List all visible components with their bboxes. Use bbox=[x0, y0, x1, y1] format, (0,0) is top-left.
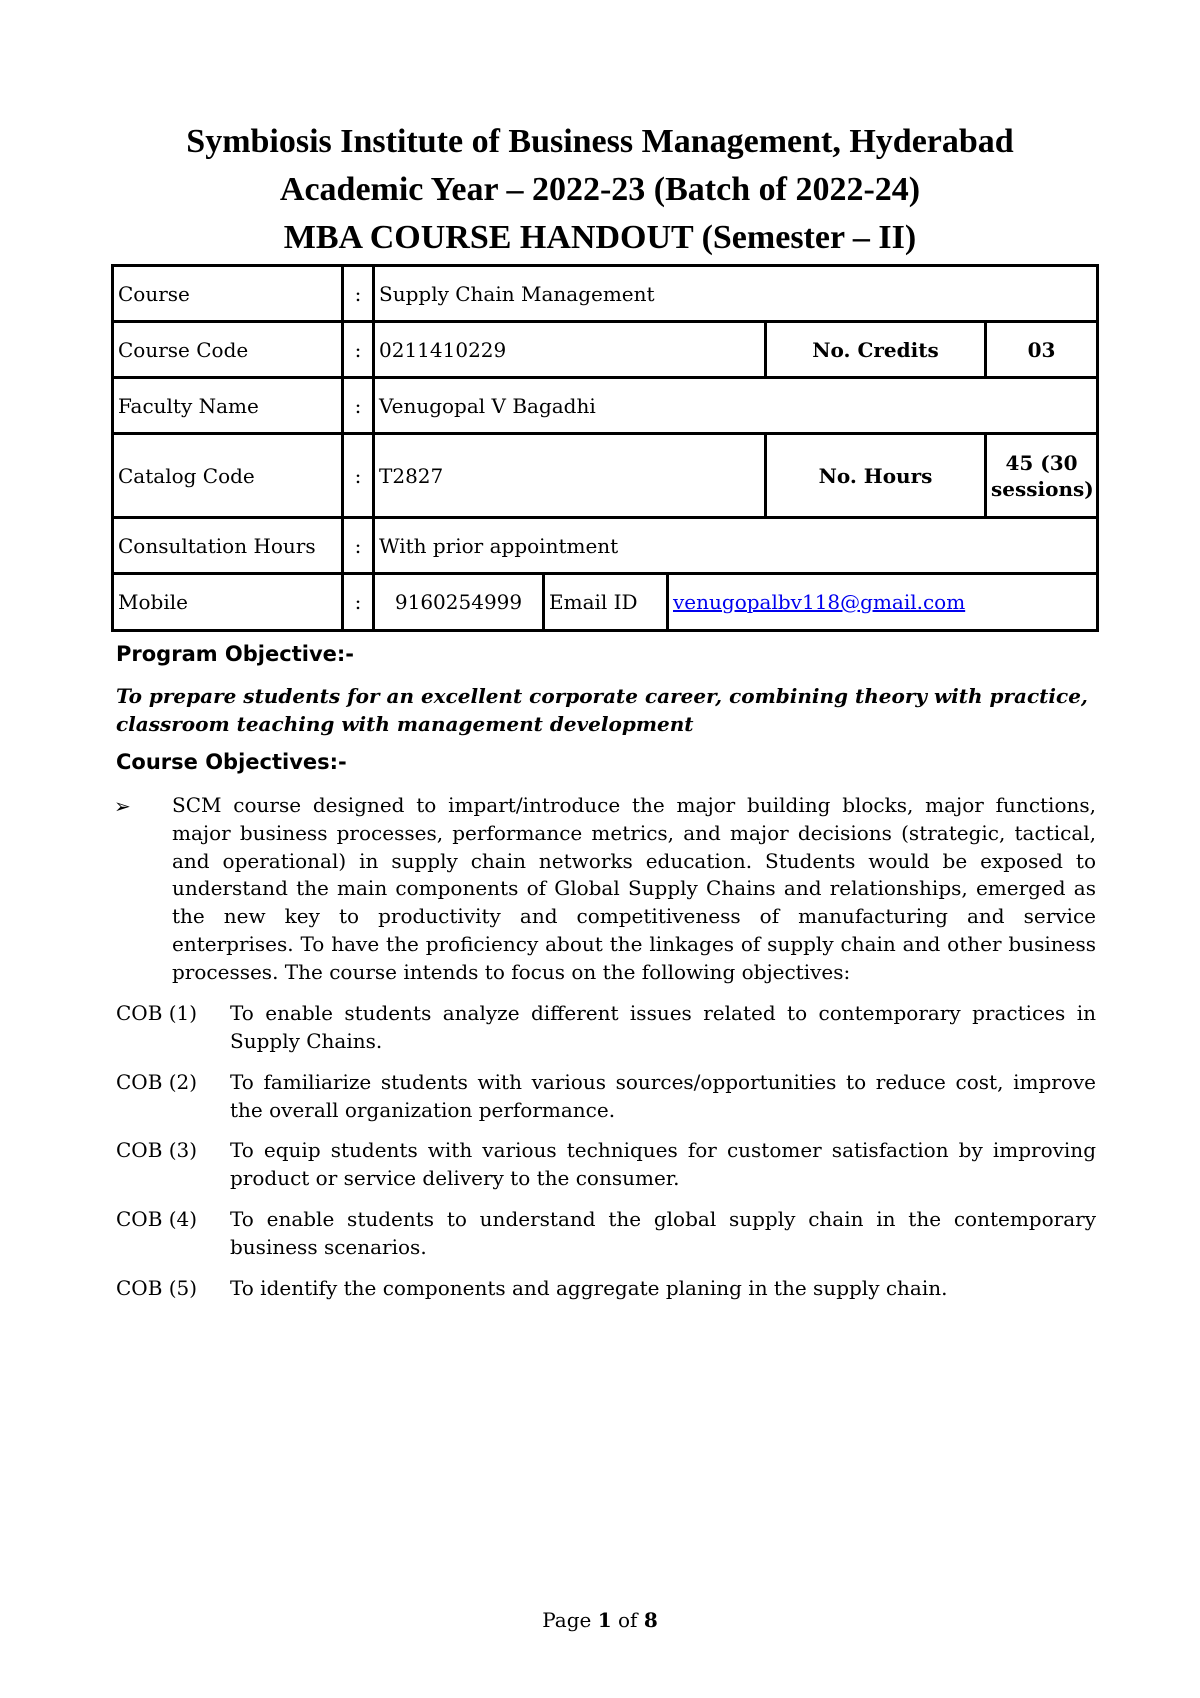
cob-item bbox=[116, 1274, 1096, 1302]
cob-text: To equip students with various techniques for customer satisfaction by improving product or service delivery to the consumer. bbox=[230, 1138, 1096, 1190]
mobile-label: Mobile bbox=[113, 574, 343, 631]
credits-label: No. Credits bbox=[766, 322, 986, 378]
cob-item bbox=[116, 999, 1096, 1055]
colon: : bbox=[343, 518, 374, 574]
email-label: Email ID bbox=[544, 574, 668, 631]
cob-item bbox=[116, 1068, 1096, 1124]
row-mobile bbox=[113, 574, 1098, 631]
cob-label: COB (5) bbox=[116, 1276, 198, 1300]
course-info-table bbox=[111, 264, 1099, 632]
academic-year: Academic Year – 2022-23 (Batch of 2022-24) bbox=[279, 171, 921, 208]
program-objective-text: To prepare students for an excellent corporate career, combining theory with practice, classroom teaching with management development bbox=[116, 684, 1088, 736]
email-link[interactable]: venugopalbv118@gmail.com bbox=[673, 590, 966, 614]
colon: : bbox=[343, 434, 374, 518]
row-course bbox=[113, 266, 1098, 322]
institute-title: Symbiosis Institute of Business Management, Hyderabad bbox=[186, 123, 1014, 160]
page-word: Page bbox=[542, 1608, 592, 1632]
course-code-label: Course Code bbox=[113, 322, 343, 378]
colon: : bbox=[343, 266, 374, 322]
cob-item bbox=[116, 1205, 1096, 1261]
cob-label: COB (2) bbox=[116, 1070, 198, 1094]
cob-label: COB (4) bbox=[116, 1207, 198, 1231]
row-catalog bbox=[113, 434, 1098, 518]
document-header bbox=[0, 118, 1200, 262]
cob-text: To enable students to understand the global supply chain in the contemporary business scenarios. bbox=[230, 1207, 1096, 1259]
course-objectives-title: Course Objectives:- bbox=[116, 750, 347, 774]
credits-value: 03 bbox=[986, 322, 1098, 378]
colon: : bbox=[343, 574, 374, 631]
hours-value: 45 (30 sessions) bbox=[986, 434, 1098, 518]
email-cell bbox=[668, 574, 1098, 631]
mobile-value: 9160254999 bbox=[374, 574, 544, 631]
colon: : bbox=[343, 378, 374, 434]
consultation-value: With prior appointment bbox=[374, 518, 1098, 574]
faculty-label: Faculty Name bbox=[113, 378, 343, 434]
page-current: 1 bbox=[597, 1608, 612, 1632]
row-consultation bbox=[113, 518, 1098, 574]
course-objectives-text: SCM course designed to impart/introduce the major building blocks, major functions, major business processes, performance metrics, and major decisions (strategic, tactical, and operational) in supply chain networks education. Students would be exposed to understand the main components of Global Supply Chains and relationships, emerged as the new key to productivity and competitiveness of manufacturing and service enterprises. To have the proficiency about the linkages of supply chain and other business processes. The course intends to focus on the following objectives: bbox=[172, 793, 1096, 984]
cob-item bbox=[116, 1136, 1096, 1192]
row-faculty bbox=[113, 378, 1098, 434]
faculty-value: Venugopal V Bagadhi bbox=[374, 378, 1098, 434]
page-footer bbox=[0, 1608, 1200, 1632]
cob-text: To enable students analyze different issues related to contemporary practices in Supply Chains. bbox=[230, 1001, 1096, 1053]
course-value: Supply Chain Management bbox=[374, 266, 1098, 322]
catalog-value: T2827 bbox=[374, 434, 766, 518]
handout-title: MBA COURSE HANDOUT (Semester – II) bbox=[283, 219, 917, 256]
course-code-value: 0211410229 bbox=[374, 322, 766, 378]
hours-label: No. Hours bbox=[766, 434, 986, 518]
cob-label: COB (3) bbox=[116, 1138, 198, 1162]
row-course-code bbox=[113, 322, 1098, 378]
of-word: of bbox=[618, 1608, 638, 1632]
page-total: 8 bbox=[643, 1608, 658, 1632]
arrow-bullet-icon: ➢ bbox=[114, 794, 131, 818]
catalog-label: Catalog Code bbox=[113, 434, 343, 518]
cob-text: To familiarize students with various sources/opportunities to reduce cost, improve the overall organization performance. bbox=[230, 1070, 1096, 1122]
cob-text: To identify the components and aggregate planing in the supply chain. bbox=[230, 1276, 948, 1300]
course-label: Course bbox=[113, 266, 343, 322]
colon: : bbox=[343, 322, 374, 378]
consultation-label: Consultation Hours bbox=[113, 518, 343, 574]
program-objective-title: Program Objective:- bbox=[116, 642, 354, 666]
cob-label: COB (1) bbox=[116, 1001, 198, 1025]
